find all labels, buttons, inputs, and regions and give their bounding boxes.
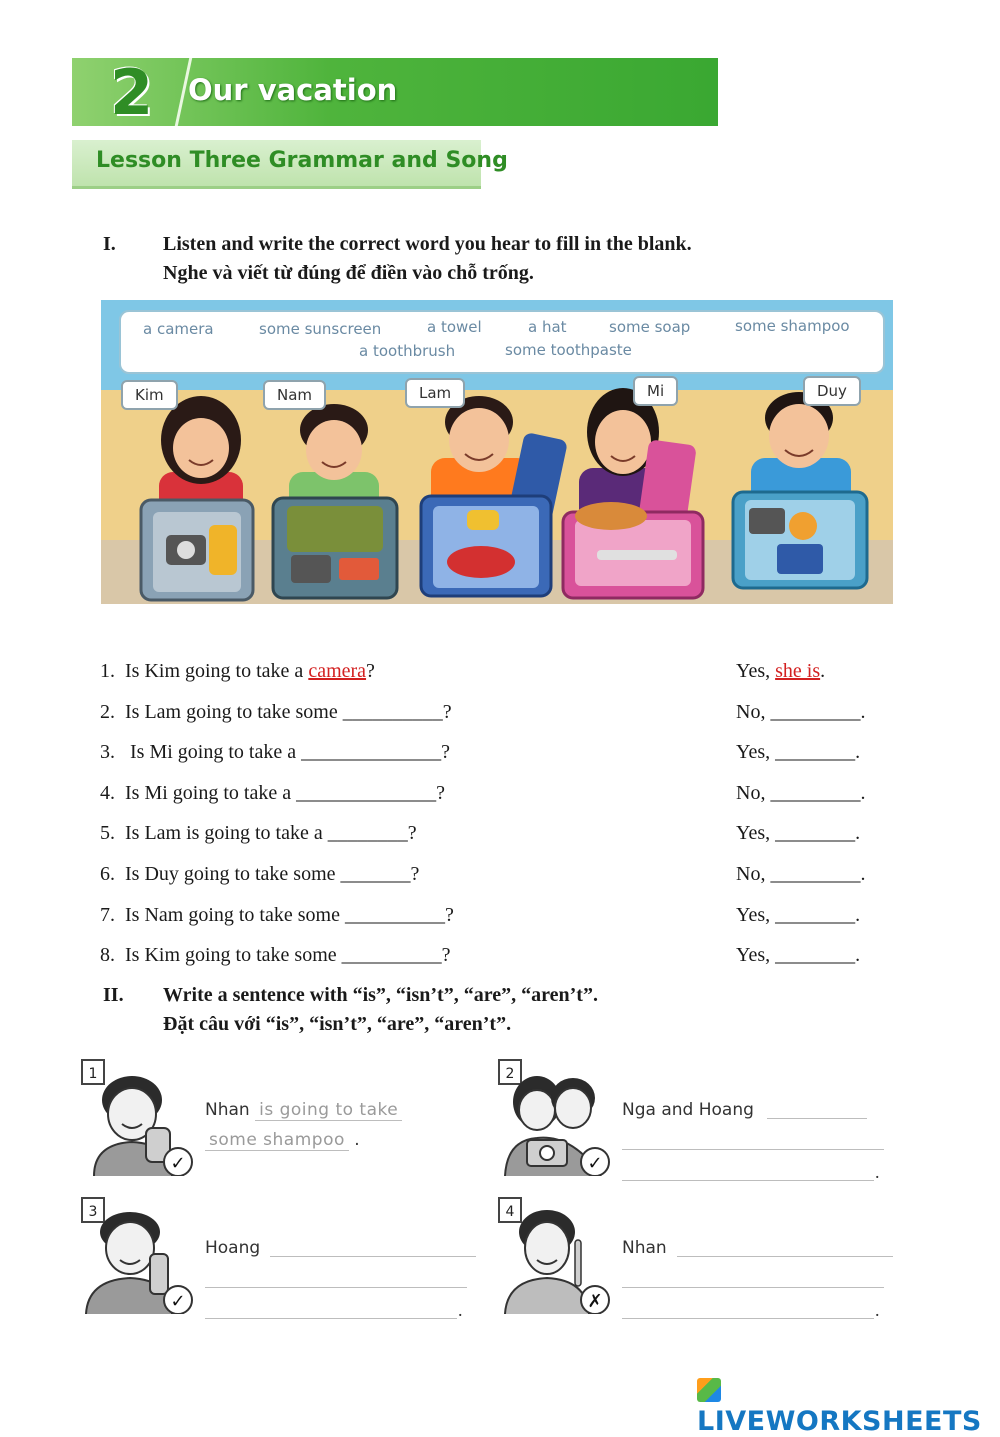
- question-number: 3.: [100, 741, 115, 763]
- question-7: [100, 900, 900, 930]
- boy-with-sunscreen-picture: [80, 1196, 196, 1314]
- question-text[interactable]: Is Lam going to take some __________?: [125, 701, 452, 723]
- question-number: 6.: [100, 863, 115, 885]
- answer-blank[interactable]: No, _________.: [736, 863, 866, 885]
- check-mark-icon: ✓: [170, 1291, 186, 1312]
- word-bank-item: some soap: [609, 318, 691, 336]
- answer-blank[interactable]: No, _________.: [736, 701, 866, 723]
- sentence-period: .: [875, 1162, 880, 1182]
- item-number: 2: [505, 1066, 515, 1082]
- lesson-banner: [72, 140, 508, 189]
- writing-item-3: [80, 1196, 480, 1326]
- answer-line[interactable]: [205, 1287, 467, 1288]
- question-1: [100, 656, 900, 686]
- answer-line[interactable]: [622, 1149, 884, 1150]
- name-tag-kim: Kim: [121, 380, 178, 410]
- writing-item-4: [497, 1196, 897, 1326]
- question-text[interactable]: Is Nam going to take some __________?: [125, 904, 454, 926]
- boy-with-toothbrush-picture: [497, 1196, 613, 1314]
- item-number: 4: [505, 1204, 515, 1220]
- question-mark: ?: [366, 660, 375, 682]
- question-text[interactable]: Is Lam is going to take a ________?: [125, 822, 417, 844]
- question-number: 7.: [100, 904, 115, 926]
- child-kim: [141, 396, 253, 600]
- word-bank-item: a toothbrush: [359, 342, 456, 360]
- answer-line[interactable]: [622, 1180, 874, 1181]
- answer-blank[interactable]: Yes, ________.: [736, 822, 861, 844]
- section-2-instruction-vi: Đặt câu với “is”, “isn’t”, “are”, “aren’t”.: [163, 1013, 512, 1035]
- question-number: 8.: [100, 944, 115, 966]
- name-tag-mi: Mi: [633, 376, 678, 406]
- name-tag-duy: Duy: [803, 376, 861, 406]
- section-1-number: I.: [103, 233, 116, 255]
- vacation-scene-illustration: [101, 300, 893, 604]
- answer-line[interactable]: [622, 1318, 874, 1319]
- check-mark-icon: ✓: [170, 1153, 186, 1174]
- question-number: 4.: [100, 782, 115, 804]
- cross-mark-icon: ✗: [587, 1291, 603, 1312]
- question-number: 2.: [100, 701, 115, 723]
- question-text[interactable]: Is Mi going to take a ______________?: [125, 782, 445, 804]
- word-bank-item: some toothpaste: [505, 341, 632, 359]
- question-number: 1.: [100, 660, 115, 682]
- word-bank-item: some shampoo: [735, 317, 850, 335]
- question-text[interactable]: Is Kim going to take some __________?: [125, 944, 451, 966]
- section-2-number: II.: [103, 984, 124, 1006]
- answer-blank[interactable]: Yes, ________.: [736, 741, 861, 763]
- writing-item-1: 1 ✓ Nhan is going to take some shampoo .: [80, 1058, 480, 1188]
- question-number: 5.: [100, 822, 115, 844]
- question-6: [100, 859, 900, 889]
- child-duy: [733, 392, 867, 588]
- unit-banner: [72, 56, 718, 129]
- question-8: [100, 940, 900, 970]
- section-1-heading: [103, 230, 692, 288]
- answer-line[interactable]: [677, 1256, 893, 1257]
- answer-period: .: [820, 660, 826, 682]
- banner-divider: [155, 58, 192, 126]
- writing-item-2: [497, 1058, 897, 1188]
- writing-name: Hoang: [205, 1238, 261, 1258]
- answer-blank[interactable]: Yes, ________.: [736, 944, 861, 966]
- word-bank-item: a camera: [143, 320, 214, 338]
- child-mi: [563, 388, 703, 598]
- question-3: [100, 737, 900, 767]
- unit-number: 2: [110, 56, 154, 129]
- section-2-heading: [103, 981, 598, 1039]
- answer-line[interactable]: [622, 1287, 884, 1288]
- answer-line[interactable]: [270, 1256, 476, 1257]
- section-2-instruction-en: Write a sentence with “is”, “isn’t”, “are”, “aren’t”.: [163, 984, 598, 1006]
- question-4: [100, 778, 900, 808]
- liveworksheets-brand: LIVEWORKSHEETS: [697, 1406, 982, 1437]
- name-tag-nam: Nam: [263, 380, 326, 410]
- couple-with-camera-picture: [497, 1058, 613, 1176]
- example-answer-line-2: some shampoo: [205, 1130, 349, 1151]
- word-bank-item: some sunscreen: [259, 320, 382, 338]
- check-mark-icon: ✓: [587, 1153, 603, 1174]
- question-text: Is Kim going to take a: [125, 660, 309, 682]
- word-bank-item: a hat: [528, 318, 567, 336]
- answer-line[interactable]: [205, 1318, 457, 1319]
- section-1-instruction-vi: Nghe và viết từ đúng để điền vào chỗ trống.: [163, 262, 534, 284]
- item-number: 1: [88, 1066, 98, 1082]
- children-and-suitcases: [101, 300, 893, 604]
- example-answer-line-1: is going to take: [255, 1100, 402, 1121]
- answer-text: Yes,: [736, 660, 776, 682]
- lesson-title: Lesson Three Grammar and Song: [96, 148, 508, 173]
- writing-name: Nhan: [622, 1238, 667, 1258]
- question-text[interactable]: Is Mi going to take a ______________?: [125, 741, 450, 763]
- answer-blank[interactable]: Yes, ________.: [736, 904, 861, 926]
- liveworksheets-logo: [697, 1375, 1000, 1437]
- boy-with-shampoo-picture: [80, 1058, 196, 1176]
- liveworksheets-icon: [697, 1378, 721, 1402]
- writing-name: Nga and Hoang: [622, 1100, 754, 1120]
- answer-blank[interactable]: No, _________.: [736, 782, 866, 804]
- answer-line[interactable]: [767, 1118, 867, 1119]
- child-nam: [273, 404, 397, 598]
- name-tag-lam: Lam: [405, 378, 465, 408]
- section-1-instruction-en: Listen and write the correct word you hear to fill in the blank.: [163, 233, 692, 255]
- writing-name: Nhan: [205, 1100, 250, 1120]
- child-lam: [421, 396, 568, 596]
- answer-filled[interactable]: camera: [308, 660, 367, 682]
- answer-filled[interactable]: she is: [775, 660, 821, 682]
- question-2: [100, 697, 900, 727]
- item-number: 3: [88, 1204, 98, 1220]
- unit-title: Our vacation: [188, 73, 398, 107]
- word-bank-item: a towel: [427, 318, 482, 336]
- question-5: [100, 818, 900, 848]
- sentence-period: .: [875, 1300, 880, 1320]
- question-text[interactable]: Is Duy going to take some _______?: [125, 863, 420, 885]
- sentence-period: .: [458, 1300, 463, 1320]
